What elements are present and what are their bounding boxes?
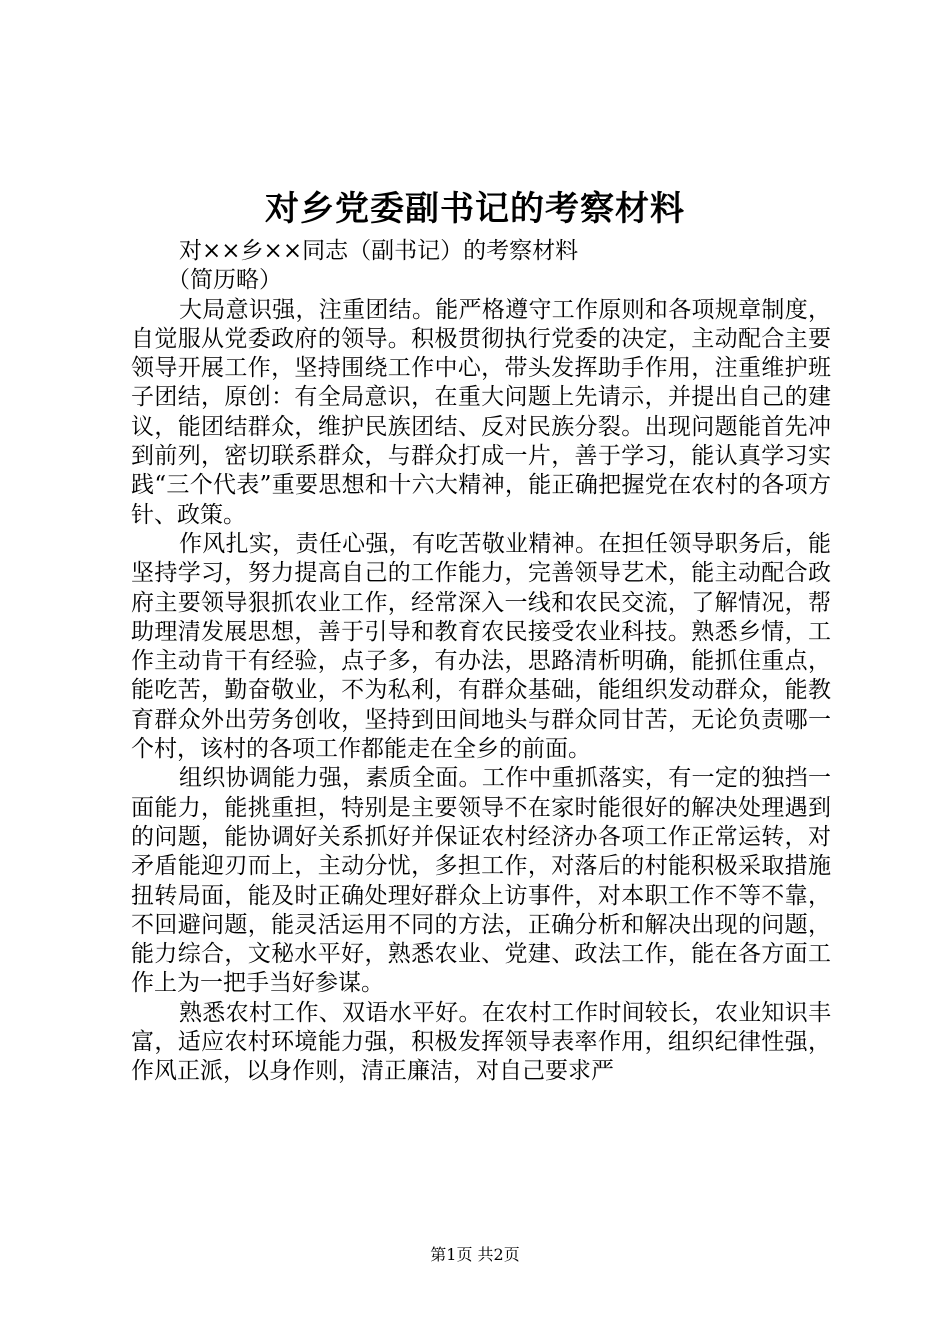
document-subtitle: 对××乡××同志（副书记）的考察材料 bbox=[179, 238, 579, 264]
paragraph-4: 熟悉农村工作、双语水平好。在农村工作时间较长，农业知识丰富，适应农村环境能力强，积极发挥领导表率作用，组织纪律性强，作风正派，以身作则，清正廉洁，对自己要求严 bbox=[131, 999, 831, 1085]
page-footer: 第1页 共2页 bbox=[430, 1245, 520, 1264]
paragraph-2: 作风扎实，责任心强，有吃苦敬业精神。在担任领导职务后，能坚持学习，努力提高自己的工作能力，完善领导艺术，能主动配合政府主要领导狠抓农业工作，经常深入一线和农民交流，了解情况，帮助理清发展思想，善于引导和教育农民接受农业科技。熟悉乡情，工作主动肯干有经验，点子多，有办法，思路清析明确，能抓住重点，能吃苦，勤奋敬业，不为私利，有群众基础，能组织发动群众，能教育群众外出劳务创收，坚持到田间地头与群众同甘苦，无论负责哪一个村，该村的各项工作都能走在全乡的前面。 bbox=[131, 530, 831, 763]
paragraph-1: 大局意识强，注重团结。能严格遵守工作原则和各项规章制度，自觉服从党委政府的领导。积极贯彻执行党委的决定，主动配合主要领导开展工作，坚持围绕工作中心，带头发挥助手作用，注重维护班子团结，原创：有全局意识，在重大问题上先请示，并提出自己的建议，能团结群众，维护民族团结、反对民族分裂。出现问题能首先冲到前列，密切联系群众，与群众打成一片，善于学习，能认真学习实践“三个代表”重要思想和十六大精神，能正确把握党在农村的各项方针、政策。 bbox=[131, 296, 831, 528]
document-body bbox=[131, 237, 831, 1087]
resume-note: （简历略） bbox=[167, 267, 282, 294]
document-title: 对乡党委副书记的考察材料 bbox=[265, 189, 685, 229]
paragraph-3: 组织协调能力强，素质全面。工作中重抓落实，有一定的独挡一面能力，能挑重担，特别是主要领导不在家时能很好的解决处理遇到的问题，能协调好关系抓好并保证农村经济办各项工作正常运转，对矛盾能迎刃而上，主动分忧，多担工作，对落后的村能积极采取措施扭转局面，能及时正确处理好群众上访事件，对本职工作不等不靠，不回避问题，能灵活运用不同的方法，正确分析和解决出现的问题，能力综合，文秘水平好，熟悉农业、党建、政法工作，能在各方面工作上为一把手当好参谋。 bbox=[131, 765, 831, 997]
